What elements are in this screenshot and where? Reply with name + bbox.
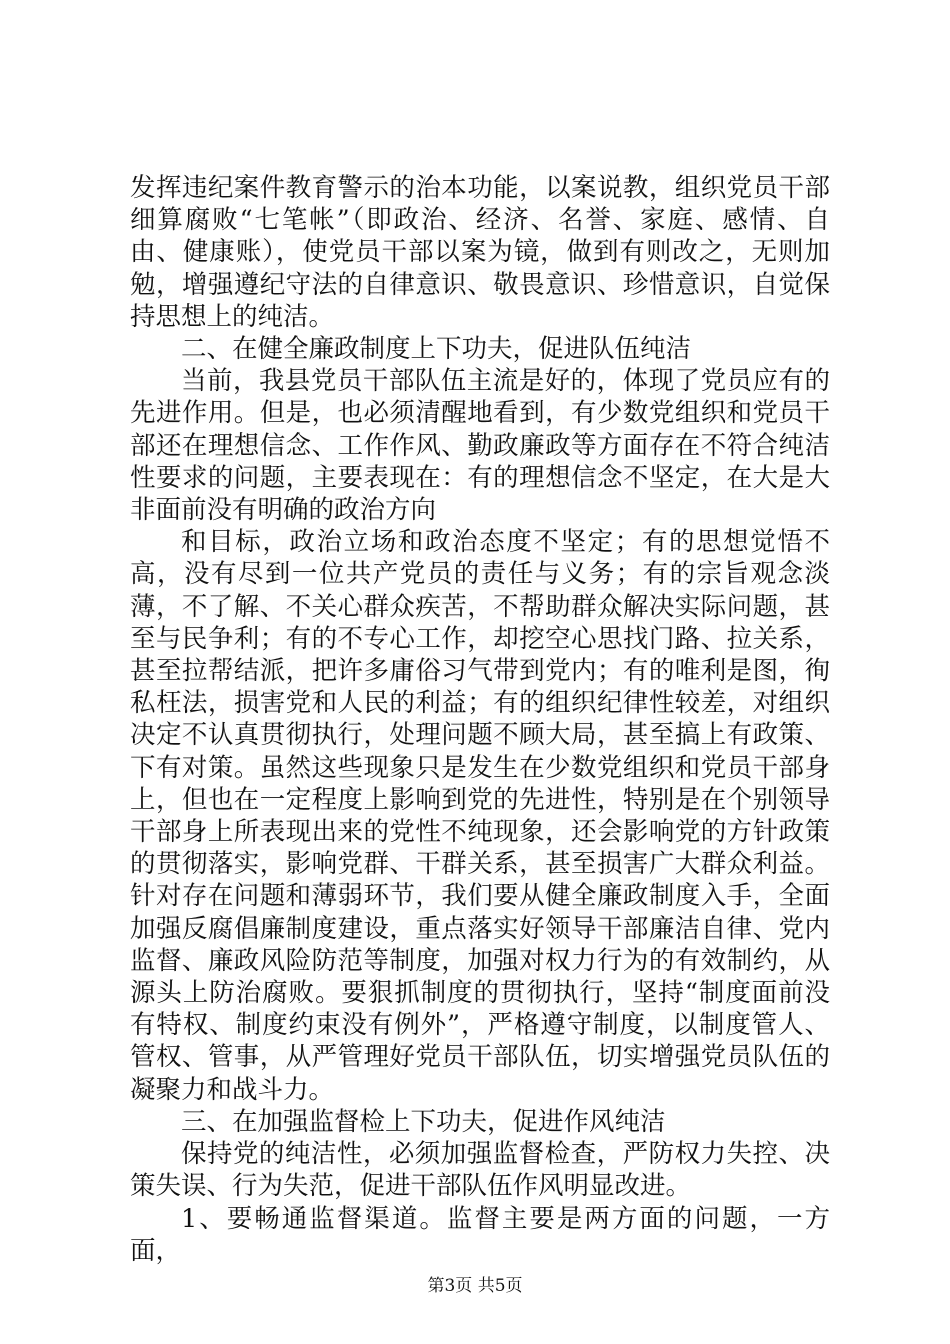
page-footer [0, 1275, 950, 1297]
paragraph: 当前，我县党员干部队伍主流是好的，体现了党员应有的先进作用。但是，也必须清醒地看到，有少数党组织和党员干部还在理想信念、工作作风、勤政廉政等方面存在不符合纯洁性要求的问题，主要表现在：有的理想信念不坚定，在大是大非面前没有明确的政治方向 [130, 366, 830, 526]
section-heading-3: 三、在加强监督检上下功夫，促进作风纯洁 [181, 1106, 666, 1137]
page-number: 第3页 共5页 [427, 1276, 523, 1296]
paragraph: 和目标，政治立场和政治态度不坚定；有的思想觉悟不高，没有尽到一位共产党员的责任与义务；有的宗旨观念淡薄，不了解、不关心群众疾苦，不帮助群众解决实际问题，甚至与民争利；有的不专心工作，却挖空心思找门路、拉关系，甚至拉帮结派，把许多庸俗习气带到党内；有的唯利是图，徇私枉法，损害党和人民的利益；有的组织纪律性较差，对组织决定不认真贯彻执行，处理问题不顾大局，甚至搞上有政策、下有对策。虽然这些现象只是发生在少数党组织和党员干部身上，但也在一定程度上影响到党的先进性，特别是在个别领导干部身上所表现出来的党性不纯现象，还会影响党的方针政策的贯彻落实，影响党群、干群关系，甚至损害广大群众利益。针对存在问题和薄弱环节，我们要从健全廉政制度入手，全面加强反腐倡廉制度建设，重点落实好领导干部廉洁自律、党内监督、廉政风险防范等制度，加强对权力行为的有效制约，从源头上防治腐败。要狠抓制度的贯彻执行，坚持“制度面前没有特权、制度约束没有例外”，严格遵守制度，以制度管人、管权、管事，从严管理好党员干部队伍，切实增强党员队伍的凝聚力和战斗力。 [130, 527, 830, 1105]
paragraph: 1、要畅通监督渠道。监督主要是两方面的问题，一方面， [130, 1203, 830, 1266]
paragraph-continued: 发挥违纪案件教育警示的治本功能，以案说教，组织党员干部细算腐败“七笔帐”（即政治、经济、名誉、家庭、感情、自由、健康账），使党员干部以案为镜，做到有则改之，无则加勉，增强遵纪守法的自律意识、敬畏意识、珍惜意识，自觉保持思想上的纯洁。 [130, 173, 830, 332]
section-heading-2: 二、在健全廉政制度上下功夫，促进队伍纯洁 [181, 334, 692, 365]
document-body [130, 172, 830, 1267]
paragraph: 保持党的纯洁性，必须加强监督检查，严防权力失控、决策失误、行为失范，促进干部队伍作风明显改进。 [130, 1139, 830, 1202]
